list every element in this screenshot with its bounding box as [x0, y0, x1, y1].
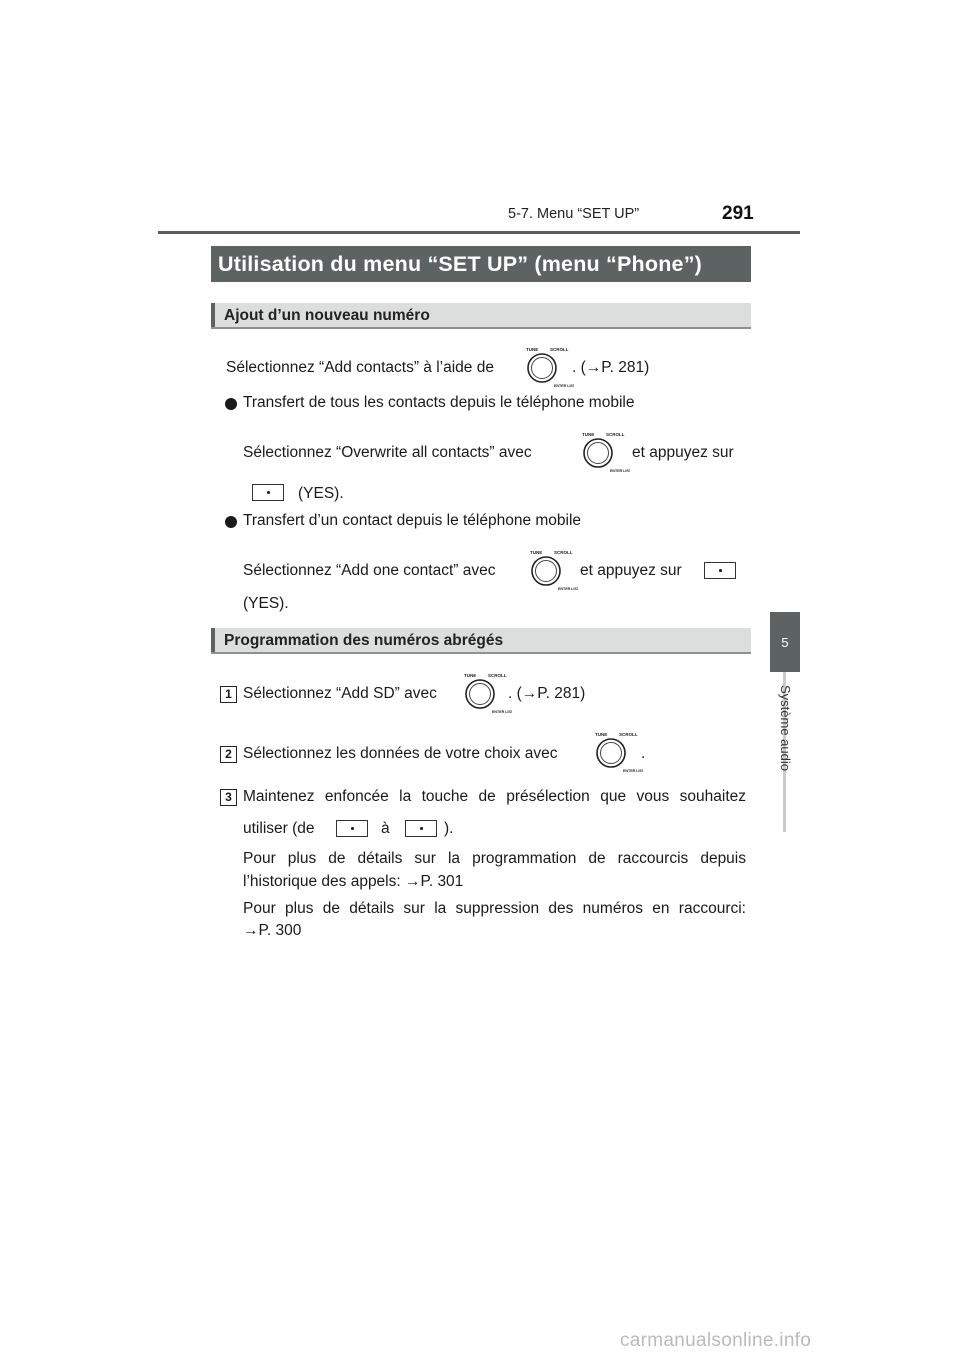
step3-line2-start: utiliser (de: [243, 820, 315, 837]
step1-ref: . (→P. 281): [508, 685, 586, 702]
chapter-tab-label: Système audio: [778, 685, 793, 771]
bullet1-title: Transfert de tous les contacts depuis le téléphone mobile: [243, 394, 635, 411]
step3-line2-end: ).: [444, 820, 454, 837]
preset-button-icon: [252, 484, 284, 501]
note2-line1: Pour plus de détails sur la suppression des numéros en raccourci:: [243, 900, 746, 917]
intro-ref: . (→P. 281): [572, 359, 650, 376]
knob-enter-label: ENTER LIST: [558, 587, 578, 591]
knob-outer-ring: [584, 439, 612, 467]
page-number: 291: [722, 203, 754, 224]
note2-line2: →P. 300: [243, 922, 302, 939]
bullet2-line1-end: et appuyez sur: [580, 562, 682, 579]
knob-scroll-label: SCROLL: [554, 550, 573, 555]
step3-line2-mid: à: [381, 820, 390, 837]
bullet2-line2: (YES).: [243, 595, 289, 612]
tune-scroll-knob-icon: [574, 429, 630, 478]
bullet2-title: Transfert d’un contact depuis le téléphone mobile: [243, 512, 582, 529]
knob-scroll-label: SCROLL: [606, 432, 625, 437]
section-title: Programmation des numéros abrégés: [224, 632, 504, 649]
knob-scroll-label: SCROLL: [550, 347, 569, 352]
tune-scroll-knob-icon: [587, 729, 646, 778]
section-header-speed-dial: [211, 628, 751, 654]
tune-scroll-knob-icon: [522, 547, 578, 596]
chapter-label: 5-7. Menu “SET UP”: [508, 206, 640, 222]
tune-scroll-knob-icon: [518, 344, 574, 393]
section-title: Ajout d’un nouveau numéro: [224, 307, 430, 324]
page-title: Utilisation du menu “SET UP” (menu “Phone”): [211, 246, 751, 282]
knob-tune-label: TUNE: [526, 347, 539, 352]
knob-enter-label: ENTER LIST: [554, 384, 574, 388]
bullet1-line1-end: et appuyez sur: [632, 444, 734, 461]
step2-text: Sélectionnez les données de votre choix avec: [243, 745, 558, 762]
knob-enter-label: ENTER LIST: [610, 469, 630, 473]
bullet-icon: [225, 516, 237, 528]
knob-enter-label: ENTER LIST: [623, 769, 643, 773]
preset-button-icon: [336, 820, 368, 837]
knob-outer-ring: [528, 354, 556, 382]
knob-scroll-label: SCROLL: [619, 732, 638, 737]
preset-button-icon: [704, 562, 736, 579]
knob-enter-label: ENTER LIST: [492, 710, 512, 714]
section-accent: [211, 628, 215, 652]
step-number-icon: 1: [220, 686, 237, 703]
step2-end: .: [641, 745, 646, 762]
knob-outer-ring: [466, 680, 494, 708]
chapter-tab: 5: [770, 612, 800, 672]
knob-tune-label: TUNE: [464, 673, 477, 678]
knob-tune-label: TUNE: [582, 432, 595, 437]
bullet-icon: [225, 398, 237, 410]
bullet1-line2: (YES).: [298, 485, 344, 502]
note1-line2: l’historique des appels: →P. 301: [243, 873, 464, 890]
step-number-icon: 3: [220, 789, 237, 806]
intro-text: Sélectionnez “Add contacts” à l’aide de: [226, 359, 494, 376]
step-number-icon: 2: [220, 746, 237, 763]
header-rule: [158, 231, 800, 234]
step1-text: Sélectionnez “Add SD” avec: [243, 685, 437, 702]
section-header-add-number: [211, 303, 751, 329]
tune-scroll-knob-icon: [456, 670, 512, 719]
knob-tune-label: TUNE: [595, 732, 608, 737]
knob-scroll-label: SCROLL: [488, 673, 507, 678]
step3-line1: Maintenez enfoncée la touche de présélection que vous souhaitez: [243, 788, 746, 805]
knob-tune-label: TUNE: [530, 550, 543, 555]
watermark: carmanualsonline.info: [620, 1330, 812, 1351]
bullet2-line1: Sélectionnez “Add one contact” avec: [243, 562, 496, 579]
knob-outer-ring: [597, 739, 625, 767]
note1-line1: Pour plus de détails sur la programmation de raccourcis depuis: [243, 850, 746, 867]
section-accent: [211, 303, 215, 327]
bullet1-line1: Sélectionnez “Overwrite all contacts” avec: [243, 444, 532, 461]
knob-outer-ring: [532, 557, 560, 585]
preset-button-icon: [405, 820, 437, 837]
